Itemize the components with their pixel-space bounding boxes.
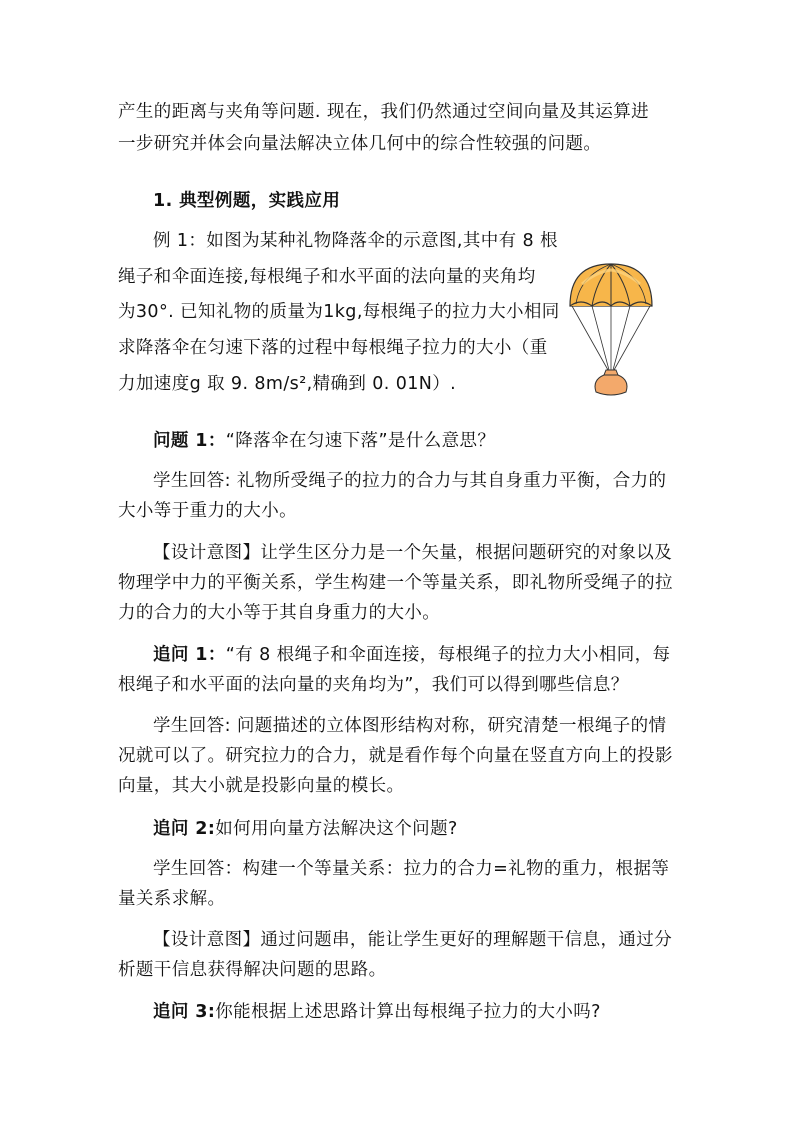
example-line-2: 绳子和伞面连接,每根绳子和水平面的法向量的夹角均 [118, 267, 536, 287]
followup-1-text: “有 8 根绳子和伞面连接，每根绳子的拉力大小相同，每根绳子和水平面的法向量的夹角均为”，我们可以得到哪些信息？ [118, 645, 671, 695]
question-1-label: 问题 1： [153, 431, 226, 451]
answer-2-text: 学生回答: 问题描述的立体图形结构对称，研究清楚一根绳子的情况就可以了。研究拉力的合力，就是看作每个向量在竖直方向上的投影向量，其大小就是投影向量的模长。 [118, 716, 673, 796]
parachute-canopy [570, 264, 652, 306]
section-heading: 1. 典型例题，实践应用 [153, 191, 341, 211]
question-1 [153, 427, 495, 452]
followup-3 [153, 998, 601, 1023]
example-line-1: 例 1：如图为某种礼物降落伞的示意图,其中有 8 根 [153, 231, 558, 251]
example-line-5: 力加速度g 取 9. 8m/s²,精确到 0. 01N）. [118, 374, 457, 394]
example-line-3: 为30°. 已知礼物的质量为1kg,每根绳子的拉力大小相同 [118, 302, 560, 322]
parachute-ropes [572, 306, 650, 370]
answer-3-text: 学生回答：构建一个等量关系：拉力的合力=礼物的重力，根据等量关系求解。 [118, 859, 670, 909]
design-intent-2-text: 【设计意图】通过问题串，能让学生更好的理解题干信息，通过分析题干信息获得解决问题的思路。 [118, 930, 673, 980]
followup-2 [153, 815, 458, 840]
answer-3 [118, 854, 680, 914]
followup-1 [118, 640, 680, 700]
followup-2-label: 追问 2: [153, 819, 216, 839]
design-intent-2 [118, 925, 680, 985]
followup-3-text: 你能根据上述思路计算出每根绳子拉力的大小吗? [215, 1002, 601, 1022]
followup-2-text: 如何用向量方法解决这个问题? [215, 819, 458, 839]
design-intent-1-text: 【设计意图】让学生区分力是一个矢量，根据问题研究的对象以及物理学中力的平衡关系，学生构建一个等量关系，即礼物所受绳子的拉力的合力的大小等于其自身重力的大小。 [118, 543, 673, 623]
intro-line-1: 产生的距离与夹角等问题. 现在，我们仍然通过空间向量及其运算进 [118, 102, 650, 122]
followup-1-label: 追问 1： [153, 645, 226, 665]
gift-bag [595, 370, 627, 395]
answer-1-text: 学生回答: 礼物所受绳子的拉力的合力与其自身重力平衡，合力的大小等于重力的大小。 [118, 471, 667, 521]
example-line-4: 求降落伞在匀速下落的过程中每根绳子拉力的大小（重 [118, 338, 548, 358]
answer-1 [118, 466, 680, 526]
parachute-illustration [566, 262, 656, 398]
design-intent-1 [118, 538, 680, 628]
followup-3-label: 追问 3: [153, 1002, 216, 1022]
answer-2 [118, 711, 680, 801]
intro-line-2: 一步研究并体会向量法解决立体几何中的综合性较强的问题。 [118, 134, 602, 154]
question-1-text: “降落伞在匀速下落”是什么意思？ [225, 431, 496, 451]
